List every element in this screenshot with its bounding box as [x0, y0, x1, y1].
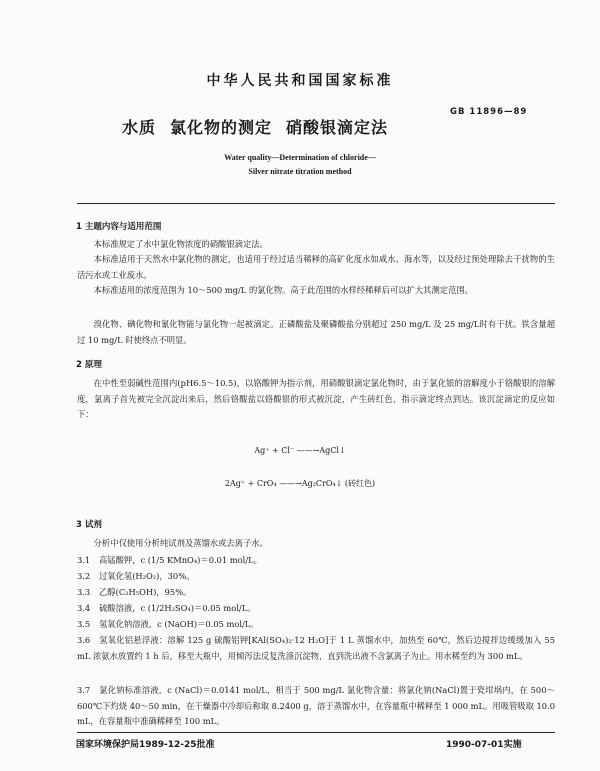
national-standard-label: 中华人民共和国国家标准 — [206, 73, 394, 89]
reagent-item — [77, 633, 555, 664]
reagent-item — [77, 585, 555, 601]
title-part-method: 硝酸银滴定法 — [286, 118, 389, 137]
reagent-text: 氢氧化钠溶液，c (NaOH)＝0.05 mol/L。 — [99, 619, 259, 629]
title-part-chloride: 氯化物的测定 — [170, 118, 273, 137]
reagent-number: 3.7 — [77, 685, 91, 695]
section1-paragraph3: 本标准适用的浓度范围为 10～500 mg/L 的氯化物。高于此范围的水样经稀释后可以扩大其测定范围。 — [93, 285, 473, 295]
reagent-number: 3.1 — [77, 555, 91, 565]
reagent-text: 乙醇(C₂H₅OH)，95%。 — [99, 587, 192, 597]
section2-paragraph1: 在中性至弱碱性范围内(pH6.5～10.5)，以铬酸钾为指示剂，用硝酸银滴定氯化物时，由于氯化银的溶解度小于铬酸银的溶解度，氯离子首先被完全沉淀出来后，然后铬酸盐以铬酸银的形式被沉淀，产生砖红色，指示滴定终点到达。该沉淀滴定的反应如下： — [77, 378, 555, 419]
section1-paragraph4: 溴化物、碘化物和氰化物能与氯化物一起被滴定。正磷酸盐及聚磷酸盐分别超过 250 mg/L 及 25 mg/L时有干扰。铁含量超过 10 mg/L 时使终点不明显。 — [77, 319, 555, 345]
reagent-text: 氯化钠标准溶液，c (NaCl)＝0.0141 mol/L，相当于 500 mg/L 氯化物含量：将氯化钠(NaCl)置于瓷坩埚内，在 500～600℃下灼烧 40～50 min，在干燥器中冷却后称取 8.2400 g，溶于蒸馏水中，在容量瓶中稀释至 1 000 mL。用吸管吸取 10.0 mL，在容量瓶中准确稀释至 100 mL。 — [77, 685, 555, 726]
reagent-text: 氢氧化铝悬浮液：溶解 125 g 硫酸铝钾[KAl(SO₄)₂·12 H₂O]于 1 L 蒸馏水中，加热至 60℃，然后边搅拌边缓缓加入 55 mL 浓氨水放置约 1 h 后，移至大瓶中，用倾泻法反复洗涤沉淀物，直到洗出液不含氯离子为止。用水稀至约为 300 mL。 — [77, 635, 555, 661]
reagent-number: 3.5 — [77, 619, 91, 629]
reagent-number: 3.2 — [77, 571, 91, 581]
reagent-number: 3.6 — [77, 635, 91, 645]
reagent-item — [77, 569, 555, 585]
reagent-item — [77, 683, 555, 730]
section1-heading: 1 主题内容与适用范围 — [76, 222, 162, 232]
reagent-text: 高锰酸钾，c (1/5 KMnO₄)＝0.01 mol/L。 — [99, 555, 262, 565]
english-title-line2: Silver nitrate titration method — [248, 167, 352, 176]
section3-heading: 3 试剂 — [76, 520, 102, 530]
implementation-date: 1990-07-01实施 — [446, 740, 522, 750]
document-title — [122, 115, 388, 138]
reaction-equation-1: Ag⁺ + Cl⁻ ——→AgCl↓ — [254, 446, 346, 455]
reagent-number: 3.3 — [77, 587, 91, 597]
reagent-text: 硫酸溶液，c (1/2H₂SO₄)＝0.05 mol/L。 — [99, 603, 256, 613]
reagent-text: 过氧化氢(H₂O₂)，30%。 — [99, 571, 195, 581]
reagent-item — [77, 601, 555, 617]
standard-code: GB 11896—89 — [450, 107, 528, 117]
reaction-equation-2: 2Ag⁺ + CrO₄ ——→Ag₂CrO₄↓ (砖红色) — [224, 479, 376, 488]
section2-heading: 2 原理 — [76, 360, 102, 370]
approval-line: 国家环境保护局1989-12-25批准 — [76, 740, 215, 750]
title-part-water-quality: 水质 — [122, 118, 157, 137]
header-divider — [77, 203, 555, 204]
english-title-line1: Water quality—Determination of chloride— — [224, 153, 376, 162]
section3-intro: 分析中仅使用分析纯试剂及蒸馏水或去离子水。 — [93, 538, 268, 548]
reagent-item — [77, 553, 555, 569]
section1-paragraph1: 本标准规定了水中氯化物浓度的硝酸银滴定法。 — [93, 239, 268, 249]
reagent-item — [77, 617, 555, 633]
section1-paragraph2: 本标准适用于天然水中氯化物的测定，也适用于经过适当稀释的高矿化度水如咸水、海水等，以及经过预处理除去干扰物的生活污水或工业废水。 — [77, 254, 555, 280]
reagent-number: 3.4 — [77, 603, 91, 613]
footer-divider — [77, 732, 555, 733]
